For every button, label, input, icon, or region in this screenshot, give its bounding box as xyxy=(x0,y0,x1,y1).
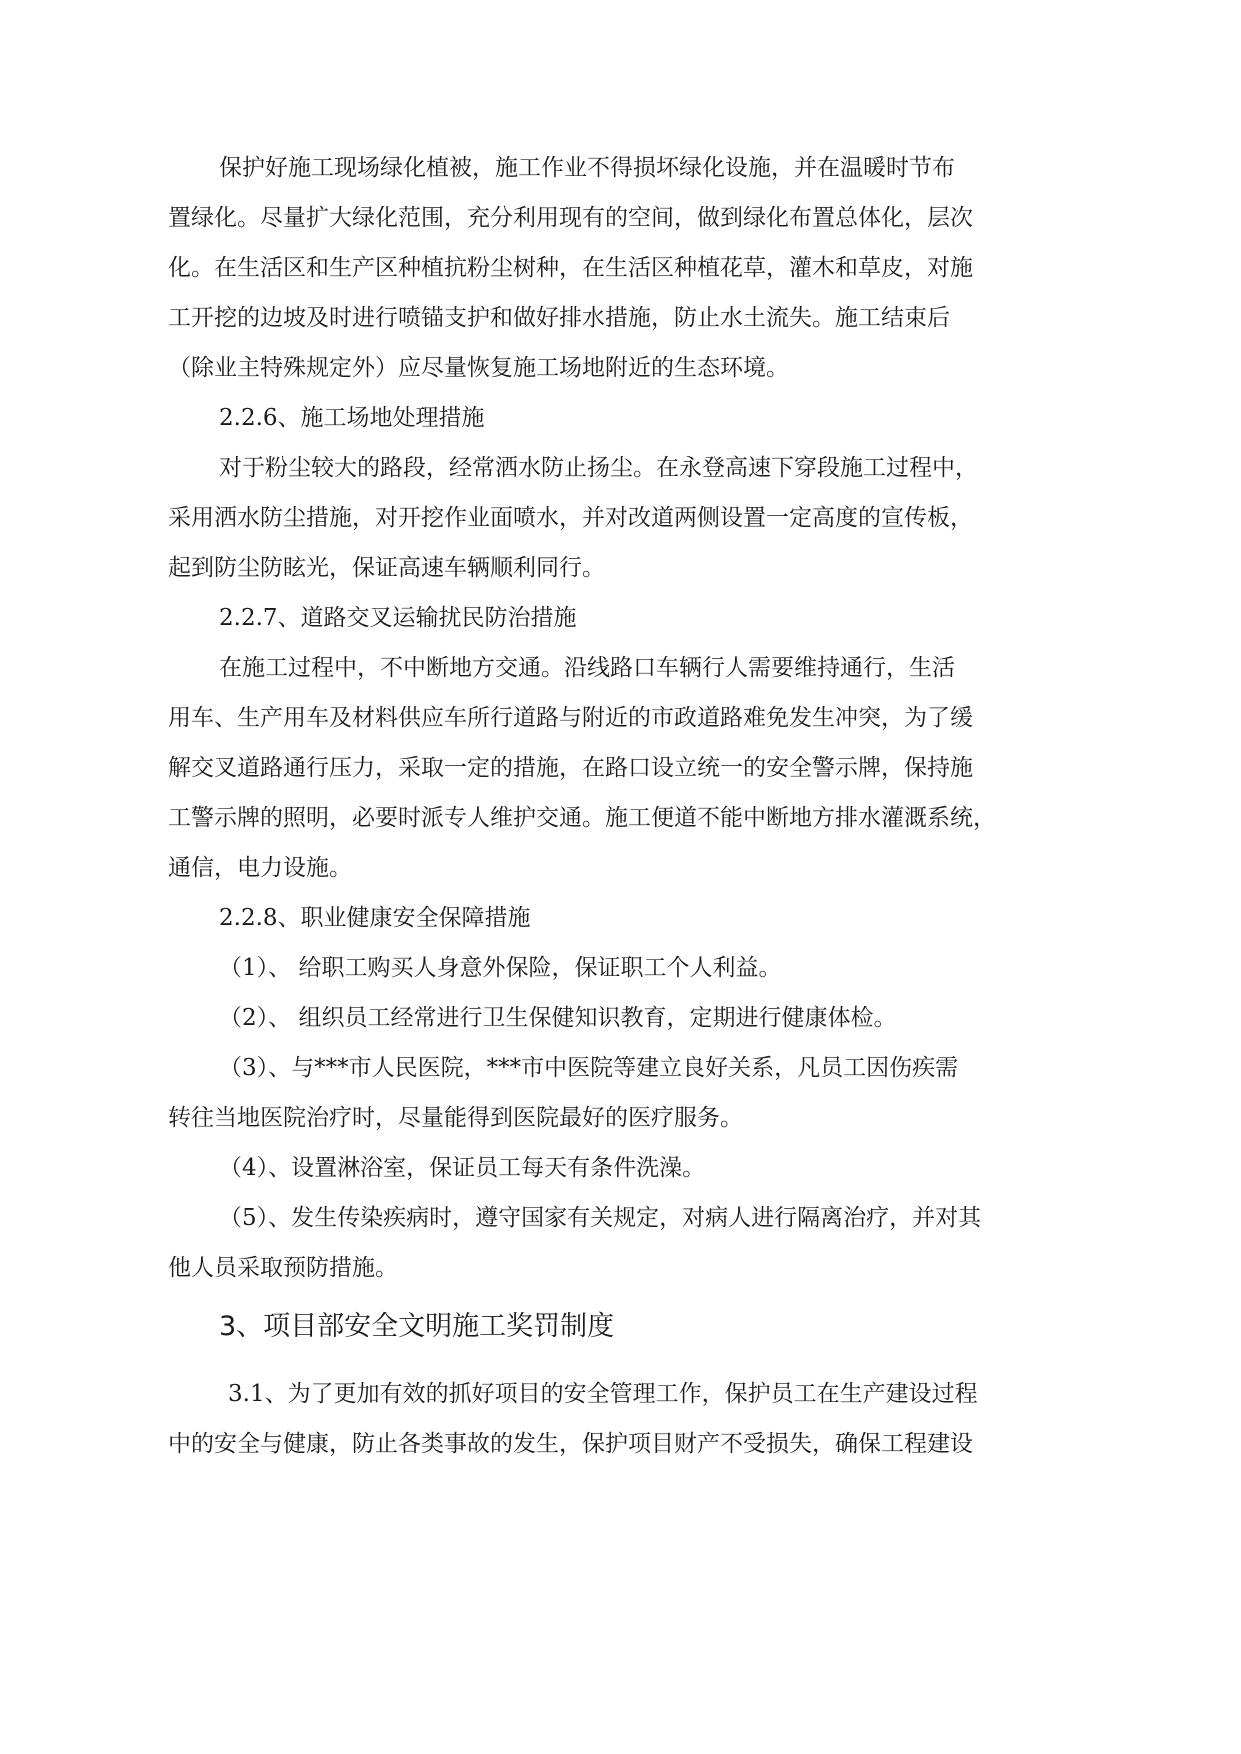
list-item: （1）、 给职工购买人身意外保险，保证职工个人利益。 xyxy=(219,955,782,981)
paragraph-line: 工开挖的边坡及时进行喷锚支护和做好排水措施，防止水土流失。施工结束后 xyxy=(168,305,950,331)
list-item-continuation: 他人员采取预防措施。 xyxy=(168,1255,398,1281)
paragraph-line: 用车、生产用车及材料供应车所行道路与附近的市政道路难免发生冲突，为了缓 xyxy=(168,705,973,731)
list-item: （4）、设置淋浴室，保证员工每天有条件洗澡。 xyxy=(219,1155,706,1181)
paragraph-line: 中的安全与健康，防止各类事故的发生，保护项目财产不受损失，确保工程建设 xyxy=(168,1431,973,1457)
chapter-heading: 3、项目部安全文明施工奖罚制度 xyxy=(219,1311,615,1342)
paragraph-line: 在施工过程中，不中断地方交通。沿线路口车辆行人需要维持通行，生活 xyxy=(219,655,955,681)
paragraph-line: 化。在生活区和生产区种植抗粉尘树种，在生活区种植花草，灌木和草皮，对施 xyxy=(168,255,973,281)
section-heading: 2.2.8、职业健康安全保障措施 xyxy=(219,905,531,931)
list-item: （2）、 组织员工经常进行卫生保健知识教育，定期进行健康体检。 xyxy=(219,1005,897,1031)
list-item: （5）、发生传染疾病时，遵守国家有关规定，对病人进行隔离治疗，并对其 xyxy=(219,1205,982,1231)
paragraph-line: 起到防尘防眩光，保证高速车辆顺利同行。 xyxy=(168,555,605,581)
paragraph-line: 对于粉尘较大的路段，经常洒水防止扬尘。在永登高速下穿段施工过程中， xyxy=(219,455,978,481)
section-heading: 2.2.6、施工场地处理措施 xyxy=(219,405,485,431)
section-heading: 2.2.7、道路交叉运输扰民防治措施 xyxy=(219,605,577,631)
list-item-continuation: 转往当地医院治疗时，尽量能得到医院最好的医疗服务。 xyxy=(168,1105,743,1131)
paragraph-line: 置绿化。尽量扩大绿化范围，充分利用现有的空间，做到绿化布置总体化，层次 xyxy=(168,205,973,231)
paragraph-line: 保护好施工现场绿化植被，施工作业不得损坏绿化设施，并在温暖时节布 xyxy=(219,155,955,181)
paragraph-line: 解交叉道路通行压力，采取一定的措施，在路口设立统一的安全警示牌，保持施 xyxy=(168,755,973,781)
paragraph-line: 通信，电力设施。 xyxy=(168,855,352,881)
paragraph-line: 工警示牌的照明，必要时派专人维护交通。施工便道不能中断地方排水灌溉系统， xyxy=(168,805,996,831)
list-item: （3）、与***市人民医院，***市中医院等建立良好关系，凡员工因伤疾需 xyxy=(219,1055,959,1081)
paragraph-line: （除业主特殊规定外）应尽量恢复施工场地附近的生态环境。 xyxy=(168,355,789,381)
paragraph-line: 3.1、为了更加有效的抓好项目的安全管理工作，保护员工在生产建设过程 xyxy=(228,1381,978,1407)
paragraph-line: 采用洒水防尘措施，对开挖作业面喷水，并对改道两侧设置一定高度的宣传板， xyxy=(168,505,973,531)
